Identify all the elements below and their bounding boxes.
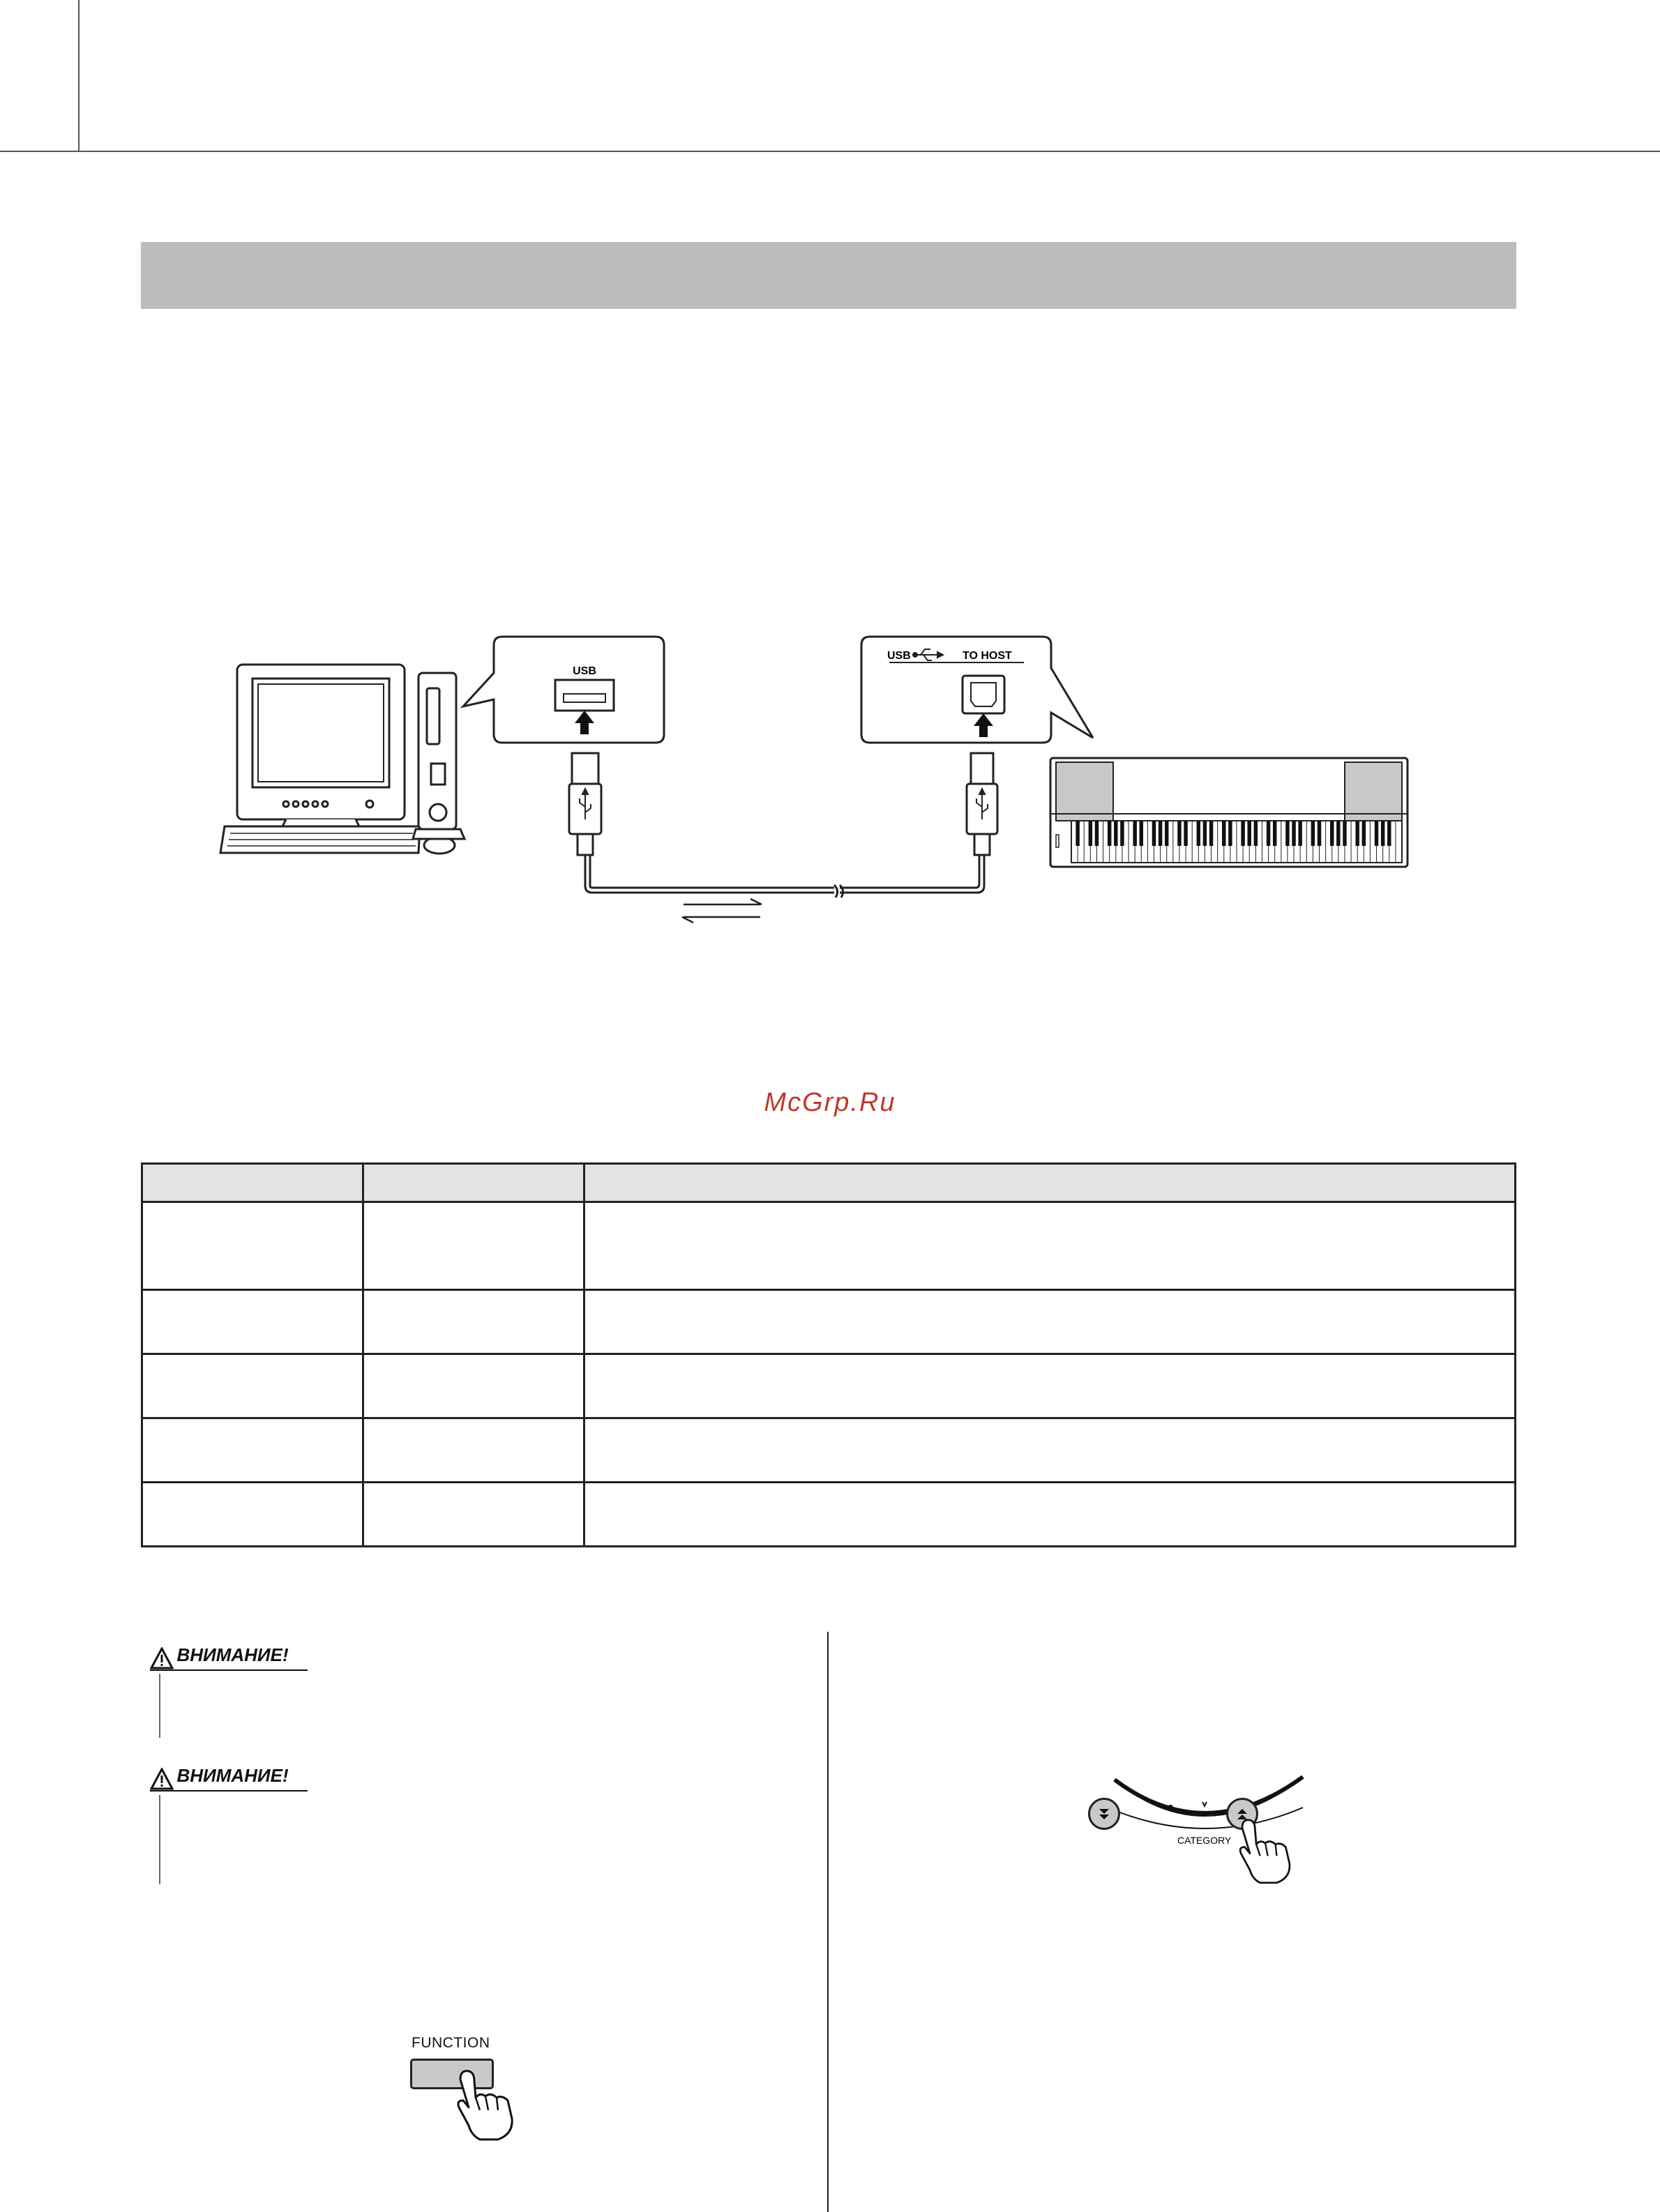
black-key: [1159, 821, 1162, 846]
usb-connection-diagram: [209, 624, 1423, 945]
table-cell: [584, 1290, 1516, 1354]
warning-block: [150, 1765, 289, 1790]
black-key: [1203, 821, 1207, 846]
table-cell: [142, 1202, 363, 1290]
black-key: [1241, 821, 1244, 846]
black-key: [1381, 821, 1384, 846]
computer-keyboard: [220, 826, 420, 853]
table-header-row: [142, 1164, 1516, 1202]
table-cell: [363, 1483, 584, 1547]
warning-label: ВНИМАНИЕ!: [176, 1644, 289, 1665]
table-cell: [584, 1202, 1516, 1290]
black-key: [1336, 821, 1340, 846]
warning-triangle-icon: [150, 1647, 174, 1669]
black-key: [1330, 821, 1334, 846]
black-key: [1311, 821, 1315, 846]
black-key: [1362, 821, 1366, 846]
warning-underline: [150, 1790, 308, 1791]
computer-tower: [413, 673, 465, 839]
black-key: [1387, 821, 1391, 846]
black-key: [1184, 821, 1187, 846]
table-row: [142, 1483, 1516, 1547]
column-divider: [827, 1632, 829, 2212]
table-cell: [142, 1418, 363, 1483]
black-key: [1095, 821, 1099, 846]
category-control-illustration: [1080, 1771, 1331, 1911]
table-row: [142, 1354, 1516, 1418]
black-key: [1292, 821, 1295, 846]
black-key: [1177, 821, 1181, 846]
black-key: [1355, 821, 1359, 846]
warning-block: [150, 1644, 289, 1669]
instrument-usb-label: USB: [887, 650, 911, 662]
table-cell: [584, 1418, 1516, 1483]
black-key: [1114, 821, 1117, 846]
category-label: CATEGORY: [1177, 1835, 1232, 1846]
pointing-hand-icon: [1235, 1813, 1311, 1890]
table-cell: [142, 1290, 363, 1354]
table-cell: [363, 1290, 584, 1354]
table-cell: [584, 1483, 1516, 1547]
table-row: [142, 1290, 1516, 1354]
computer-usb-callout: [463, 637, 664, 743]
function-button-illustration: [398, 2035, 537, 2119]
table-row: [142, 1202, 1516, 1290]
data-flow-arrows-icon: [682, 899, 762, 923]
black-key: [1267, 821, 1270, 846]
black-key: [1209, 821, 1213, 846]
usb-symbol-icon: [580, 789, 988, 819]
table-header-cell: [363, 1164, 584, 1202]
black-key: [1076, 821, 1079, 846]
to-host-label: TO HOST: [963, 650, 1012, 662]
black-key: [1254, 821, 1258, 846]
warning-side-bar: [159, 1795, 160, 1884]
section-heading-band: [141, 242, 1516, 309]
black-key: [1140, 821, 1143, 846]
black-key: [1247, 821, 1251, 846]
black-key: [1298, 821, 1301, 846]
warning-triangle-icon: [150, 1768, 174, 1790]
usb-cable: [569, 753, 997, 897]
black-key: [1089, 821, 1092, 846]
instrument-usb-callout: [861, 637, 1093, 743]
warning-label: ВНИМАНИЕ!: [176, 1765, 289, 1786]
category-down-button[interactable]: [1088, 1798, 1120, 1830]
black-key: [1222, 821, 1225, 846]
computer-monitor: [237, 665, 405, 833]
black-key: [1228, 821, 1232, 846]
black-key: [1120, 821, 1124, 846]
digital-piano: [1050, 758, 1408, 867]
table-cell: [584, 1354, 1516, 1418]
black-key: [1285, 821, 1289, 846]
table-cell: [142, 1483, 363, 1547]
function-button-label: FUNCTION: [412, 2035, 490, 2051]
warning-underline: [150, 1669, 308, 1671]
page-margin-line: [78, 0, 80, 152]
black-key: [1165, 821, 1168, 846]
warning-side-bar: [159, 1674, 160, 1738]
black-key: [1152, 821, 1156, 846]
connection-table: [141, 1162, 1516, 1547]
table-cell: [363, 1202, 584, 1290]
table-cell: [363, 1354, 584, 1418]
black-key: [1375, 821, 1378, 846]
black-key: [1197, 821, 1200, 846]
table-cell: [363, 1418, 584, 1483]
black-key: [1343, 821, 1346, 846]
watermark-text: McGrp.Ru: [764, 1088, 896, 1117]
double-chevron-down-icon: [1090, 1800, 1118, 1828]
black-key: [1273, 821, 1276, 846]
table-cell: [142, 1354, 363, 1418]
table-header-cell: [142, 1164, 363, 1202]
black-key: [1318, 821, 1321, 846]
page-header-rule: [0, 151, 1660, 152]
computer-usb-label: USB: [573, 665, 596, 677]
black-key: [1108, 821, 1111, 846]
table-row: [142, 1418, 1516, 1483]
table-header-cell: [584, 1164, 1516, 1202]
black-key: [1133, 821, 1136, 846]
pointing-hand-icon: [452, 2067, 536, 2144]
